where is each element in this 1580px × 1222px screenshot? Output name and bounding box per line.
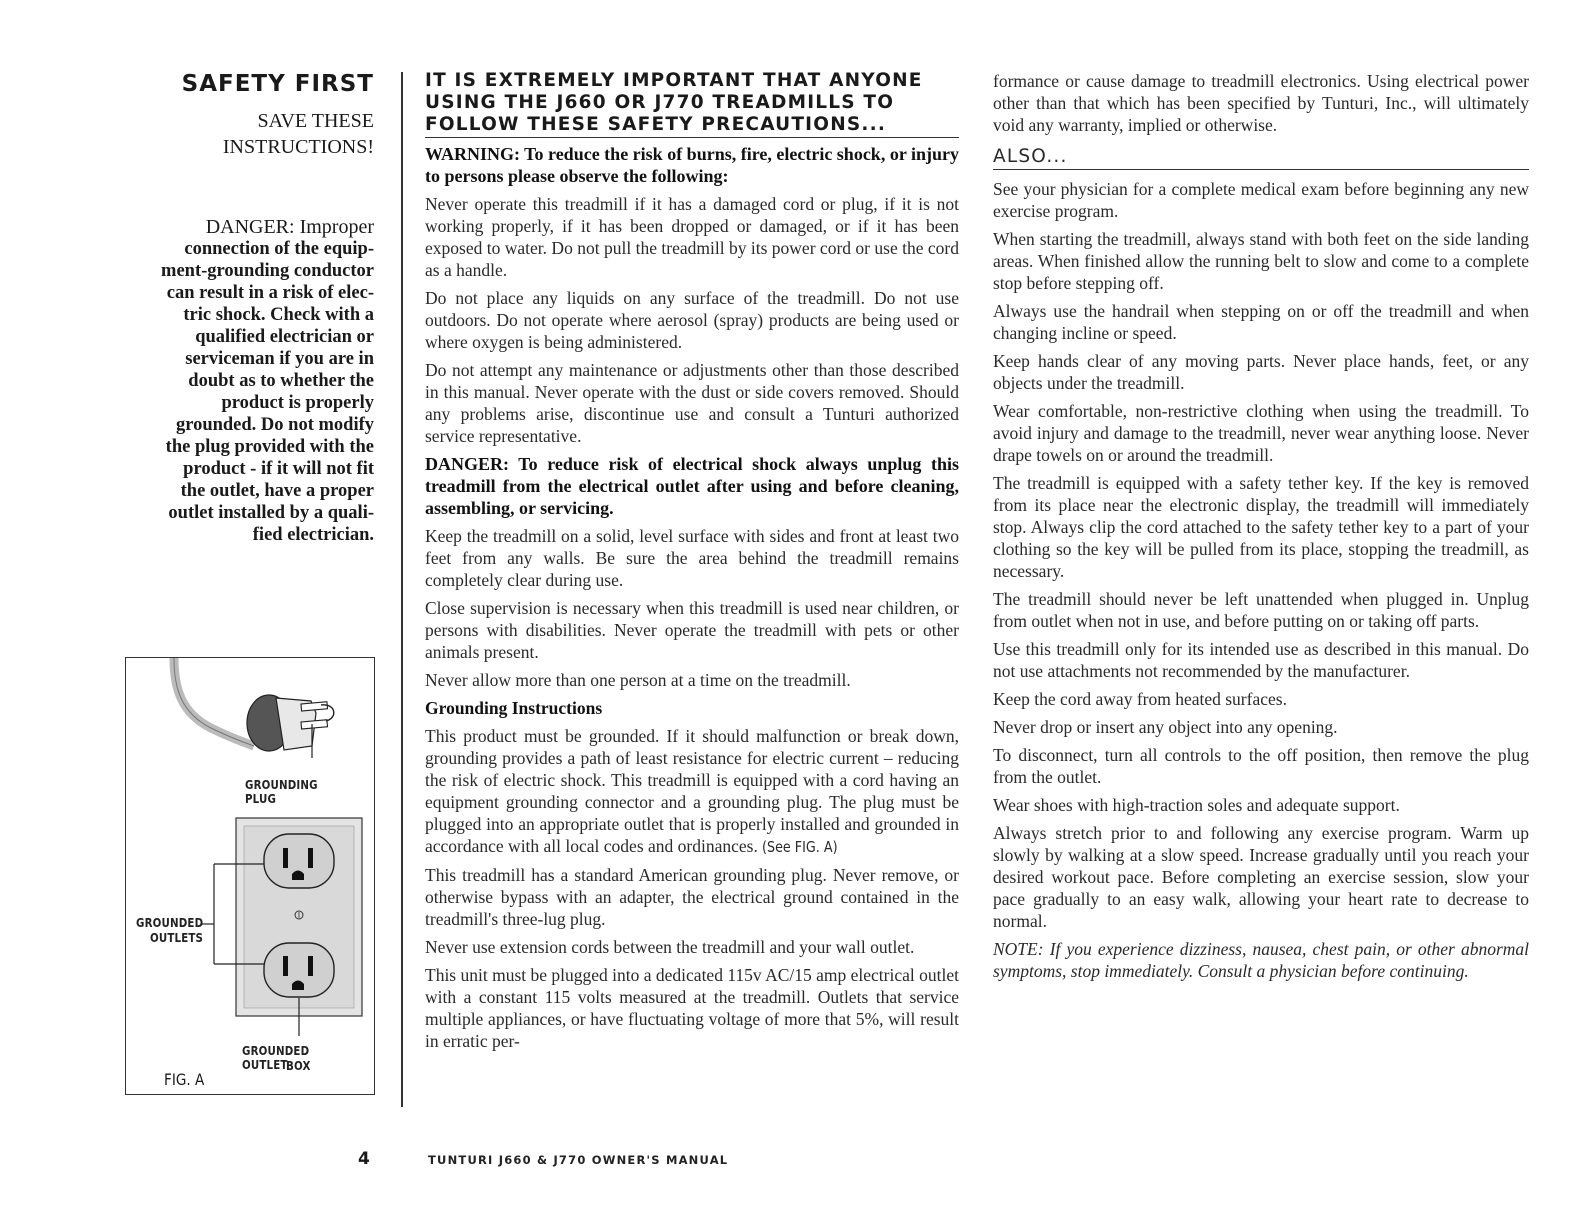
paragraph: Wear shoes with high-traction soles and adequate support. <box>993 795 1400 815</box>
label-outlet-box-2: BOX <box>286 1058 311 1073</box>
paragraph: This unit must be plugged into a dedicated 115v AC/15 amp electrical outlet with a constant 115 volts measured at the treadmill. Outlets that service multiple appliances, or have fluctuating voltage of more that 5%, will result in erratic per- <box>425 965 959 1051</box>
danger-line: the outlet, have a proper <box>180 481 374 501</box>
paragraph: Never use extension cords between the treadmill and your wall outlet. <box>425 937 915 957</box>
paragraph: See your physician for a complete medical exam before beginning any new exercise program. <box>993 179 1529 221</box>
warning-paragraph: WARNING: To reduce the risk of burns, fire, electric shock, or injury to persons please observe the following: <box>425 144 959 186</box>
label-grounding-plug: GROUNDING PLUG <box>245 777 318 806</box>
danger-line: outlet installed by a quali- <box>168 503 374 523</box>
footer-manual-title: TUNTURI J660 & J770 OWNER'S MANUAL <box>428 1153 729 1167</box>
paragraph: Keep hands clear of any moving parts. Never place hands, feet, or any objects under the treadmill. <box>993 351 1529 393</box>
precautions-heading <box>425 70 959 138</box>
danger-line: the plug provided with the <box>165 437 374 457</box>
paragraph: Wear comfortable, non-restrictive clothing when using the treadmill. To avoid injury and damage to the treadmill, never wear anything loose. Never drape towels on or around the treadmill. <box>993 401 1529 465</box>
outlet-top-icon <box>264 834 334 888</box>
danger-line: connection of the equip- <box>184 239 374 259</box>
grounding-illustration <box>126 658 374 1094</box>
danger-line: product is properly <box>221 393 374 413</box>
figure-a <box>125 657 375 1095</box>
paragraph: This treadmill has a standard American grounding plug. Never remove, or otherwise bypass with an adapter, the electrical ground contained in the treadmill's three-lug plug. <box>425 865 959 929</box>
also-heading: ALSO... <box>993 146 1529 170</box>
paragraph: Use this treadmill only for its intended use as described in this manual. Do not use attachments not recommended by the manufacturer. <box>993 639 1529 681</box>
right-column <box>993 70 1529 988</box>
paragraph: To disconnect, turn all controls to the off position, then remove the plug from the outlet. <box>993 745 1529 787</box>
danger-line: tric shock. Check with a <box>183 305 374 325</box>
paragraph: The treadmill is equipped with a safety tether key. If the key is removed from its place near the electronic display, the treadmill will immediately stop. Always clip the cord attached to the safety tether key to a part of your clothing so the key will be pulled from its place, stopping the treadmill, as necessary. <box>993 473 1529 581</box>
danger-line: serviceman if you are in <box>185 349 374 369</box>
danger-line: ment-grounding conductor <box>161 261 374 281</box>
paragraph: Always use the handrail when stepping on or off the treadmill and when changing incline or speed. <box>993 301 1529 343</box>
note-paragraph <box>993 938 1529 982</box>
column-divider <box>401 72 403 1107</box>
grounding-heading: Grounding Instructions <box>425 698 603 718</box>
power-cord <box>174 658 254 746</box>
paragraph <box>425 725 959 858</box>
figure-reference: (See FIG. A) <box>762 838 838 856</box>
paragraph: Never allow more than one person at a time on the treadmill. <box>425 670 851 690</box>
danger-line: fied electrician. <box>252 525 374 545</box>
danger-line: qualified electrician or <box>195 327 374 347</box>
note-text: If you experience dizziness, nausea, chest pain, or other abnormal symptoms, stop immediately. Consult a physician before continuing. <box>993 939 1529 981</box>
heading-line: IT IS EXTREMELY IMPORTANT THAT ANYONE <box>425 70 923 91</box>
save-line-2: INSTRUCTIONS! <box>222 136 374 158</box>
page-number: 4 <box>358 1149 370 1169</box>
figure-caption: FIG. A <box>164 1070 205 1089</box>
paragraph: Always stretch prior to and following any exercise program. Warm up slowly by walking at a slow speed. Increase gradually until you reach your desired workout pace. Before completing an exercise session, slow your pace gradually to an easy walk, allowing your heart rate to decrease to normal. <box>993 823 1529 931</box>
label-grounded-outlets-2: OUTLETS <box>150 930 204 945</box>
paragraph: The treadmill should never be left unattended when plugged in. Unplug from outlet when not in use, and before putting on or taking off parts. <box>993 589 1529 631</box>
paragraph: Do not place any liquids on any surface of the treadmill. Do not use outdoors. Do not operate where aerosol (spray) products are being used or where oxygen is being administered. <box>425 288 959 352</box>
heading-line: USING THE J660 OR J770 TREADMILLS TO <box>425 92 895 113</box>
heading-line: FOLLOW THESE SAFETY PRECAUTIONS... <box>425 114 887 135</box>
outlet-bottom-icon <box>264 943 334 997</box>
label-grounded-outlets-1: GROUNDED <box>136 915 204 930</box>
grounding-text: This product must be grounded. If it should malfunction or break down, grounding provides a path of least resistance for electric current – reducing the risk of electric shock. This treadmill is equipped with a cord having an equipment grounding connector and a grounding plug. The plug must be plugged into an appropriate outlet that is properly installed and grounded in accordance with all local codes and ordinances. <box>425 726 959 856</box>
paragraph: formance or cause damage to treadmill electronics. Using electrical power other than that which has been specified by Tunturi, Inc., will ultimately void any warranty, implied or otherwise. <box>993 71 1529 135</box>
danger-line: doubt as to whether the <box>188 371 374 391</box>
middle-body <box>425 143 959 1052</box>
danger-line: can result in a risk of elec- <box>166 283 374 303</box>
paragraph: Keep the treadmill on a solid, level surface with sides and front at least two feet from any walls. Be sure the area behind the treadmill remains completely clear during use. <box>425 526 959 590</box>
note-label: NOTE: <box>993 939 1044 959</box>
danger-paragraph: DANGER: To reduce risk of electrical shock always unplug this treadmill from the electrical outlet after using and before cleaning, assembling, or servicing. <box>425 454 959 518</box>
plug-icon <box>247 695 334 758</box>
save-instructions <box>118 108 374 160</box>
paragraph: Close supervision is necessary when this treadmill is used near children, or persons with disabilities. Never operate the treadmill with pets or other animals present. <box>425 598 959 662</box>
save-line-1: SAVE THESE <box>257 110 374 132</box>
left-column <box>118 70 374 545</box>
paragraph: When starting the treadmill, always stand with both feet on the side landing areas. When finished allow the running belt to slow and come to a complete stop before stepping off. <box>993 229 1529 293</box>
middle-column <box>425 70 959 1058</box>
paragraph: Do not attempt any maintenance or adjustments other than those described in this manual. Never operate with the dust or side covers removed. Should any problems arise, discontinue use and consult a Tunturi authorized service representative. <box>425 360 959 446</box>
danger-lead: DANGER: Improper <box>205 216 374 238</box>
danger-line: grounded. Do not modify <box>175 415 374 435</box>
danger-line: product - if it will not fit <box>183 459 374 479</box>
paragraph: Never operate this treadmill if it has a damaged cord or plug, if it is not working properly, if it has been dropped or damaged, or if it has been exposed to water. Do not pull the treadmill by its power cord or use the cord as a handle. <box>425 194 959 280</box>
label-outlet-box-1: GROUNDED OUTLET <box>242 1043 310 1072</box>
right-body <box>993 70 1529 982</box>
danger-sidebar-note <box>118 216 374 546</box>
paragraph: Keep the cord away from heated surfaces. <box>993 689 1287 709</box>
outlet-box <box>236 818 362 1016</box>
section-title: SAFETY FIRST <box>181 71 374 97</box>
paragraph: Never drop or insert any object into any opening. <box>993 717 1338 737</box>
